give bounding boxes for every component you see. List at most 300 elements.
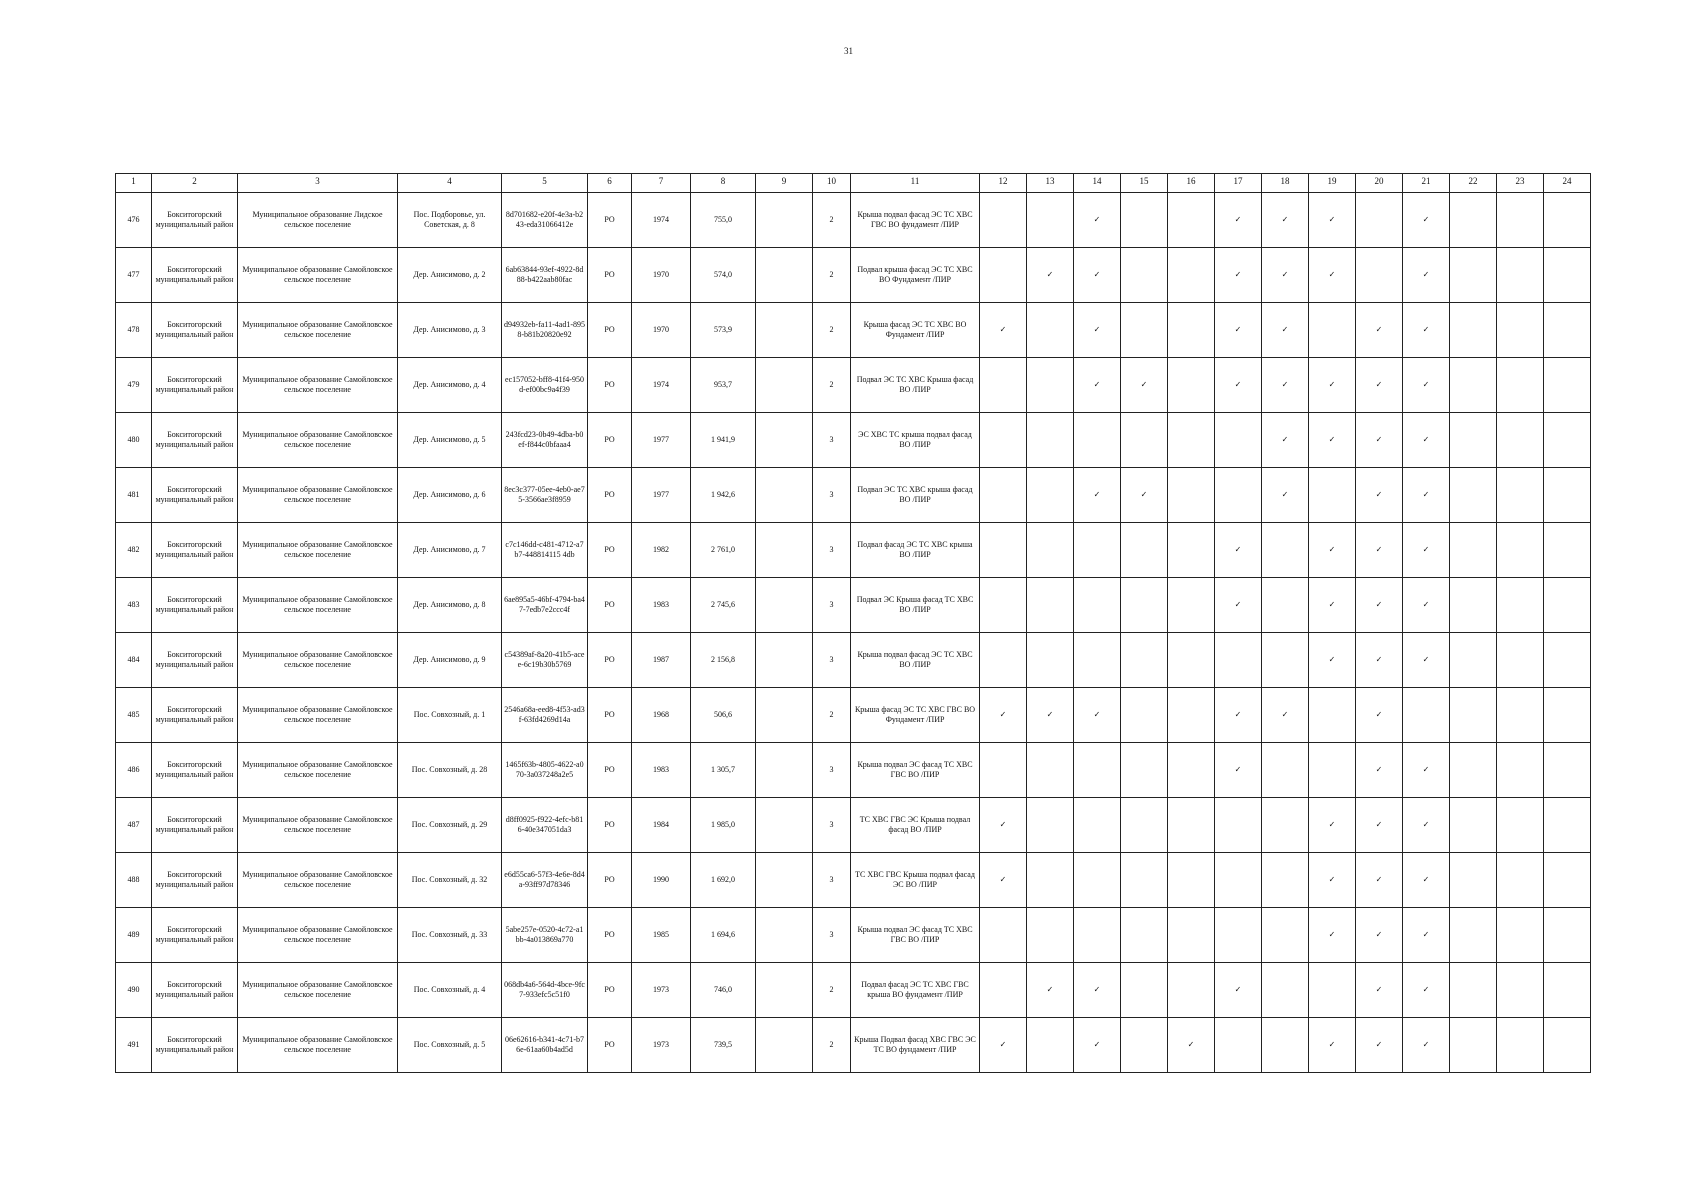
year-cell: 1970	[632, 248, 691, 303]
empty-cell	[980, 633, 1027, 688]
address-cell: Дер. Анисимово, д. 7	[398, 523, 502, 578]
column-header: 19	[1309, 174, 1356, 193]
empty-cell	[1168, 303, 1215, 358]
empty-cell	[980, 193, 1027, 248]
empty-cell	[1497, 633, 1544, 688]
empty-cell	[1168, 468, 1215, 523]
municipality-cell: Муниципальное образование Самойловское сельское поселение	[238, 468, 398, 523]
checkmark-icon: ✓	[1074, 963, 1121, 1018]
checkmark-icon: ✓	[1074, 303, 1121, 358]
row-number-cell: 486	[116, 743, 152, 798]
checkmark-icon: ✓	[1121, 358, 1168, 413]
table-row	[116, 688, 1591, 743]
empty-cell	[1027, 1018, 1074, 1073]
empty-cell	[1450, 303, 1497, 358]
column-header: 18	[1262, 174, 1309, 193]
municipality-cell: Муниципальное образование Самойловское сельское поселение	[238, 908, 398, 963]
table-row	[116, 523, 1591, 578]
row-number-cell: 476	[116, 193, 152, 248]
empty-cell	[1544, 798, 1591, 853]
empty-cell	[1450, 523, 1497, 578]
year-cell: 1990	[632, 853, 691, 908]
column-header: 13	[1027, 174, 1074, 193]
empty-cell	[1168, 688, 1215, 743]
year-cell: 1987	[632, 633, 691, 688]
empty-cell	[1121, 413, 1168, 468]
empty-cell	[1027, 578, 1074, 633]
column-header: 14	[1074, 174, 1121, 193]
checkmark-icon: ✓	[1356, 578, 1403, 633]
year-cell: 1974	[632, 358, 691, 413]
empty-cell	[1450, 358, 1497, 413]
floors-cell: 3	[813, 633, 851, 688]
checkmark-icon: ✓	[1403, 798, 1450, 853]
empty-cell	[1027, 743, 1074, 798]
empty-cell	[1450, 413, 1497, 468]
table-row	[116, 193, 1591, 248]
house-code-cell: 243fcd23-0b49-4dba-b0ef-f844c0bfaaa4	[502, 413, 588, 468]
house-code-cell: 06e62616-b341-4c71-b76e-61aa60b4ad5d	[502, 1018, 588, 1073]
floors-cell: 2	[813, 688, 851, 743]
year-cell: 1970	[632, 303, 691, 358]
checkmark-icon: ✓	[1309, 798, 1356, 853]
row-number-cell: 481	[116, 468, 152, 523]
address-cell: Дер. Анисимово, д. 8	[398, 578, 502, 633]
checkmark-icon: ✓	[1356, 633, 1403, 688]
type-cell: РО	[588, 853, 632, 908]
empty-cell	[980, 743, 1027, 798]
empty-cell	[1027, 358, 1074, 413]
works-cell: Крыша фасад ЭС ТС ХВС ВО Фундамент /ПИР	[851, 303, 980, 358]
checkmark-icon: ✓	[1403, 853, 1450, 908]
municipality-cell: Муниципальное образование Самойловское сельское поселение	[238, 853, 398, 908]
empty-cell	[1027, 633, 1074, 688]
district-cell: Бокситогорский муниципальный район	[152, 413, 238, 468]
empty-cell	[1497, 248, 1544, 303]
empty-cell	[1262, 578, 1309, 633]
empty-cell	[1027, 303, 1074, 358]
checkmark-icon: ✓	[1356, 413, 1403, 468]
column-header: 3	[238, 174, 398, 193]
empty-cell	[980, 908, 1027, 963]
register-table	[115, 173, 1591, 1073]
checkmark-icon: ✓	[1027, 963, 1074, 1018]
empty-cell	[1544, 578, 1591, 633]
address-cell: Пос. Совхозный, д. 32	[398, 853, 502, 908]
checkmark-icon: ✓	[1403, 578, 1450, 633]
house-code-cell: e6d55ca6-57f3-4e6e-8d4a-93ff97d78346	[502, 853, 588, 908]
checkmark-icon: ✓	[980, 1018, 1027, 1073]
empty-cell	[1544, 1018, 1591, 1073]
column-9-cell	[756, 248, 813, 303]
empty-cell	[1450, 908, 1497, 963]
area-cell: 739,5	[691, 1018, 756, 1073]
column-header: 1	[116, 174, 152, 193]
row-number-cell: 482	[116, 523, 152, 578]
empty-cell	[1074, 853, 1121, 908]
checkmark-icon: ✓	[1309, 358, 1356, 413]
type-cell: РО	[588, 248, 632, 303]
row-number-cell: 491	[116, 1018, 152, 1073]
house-code-cell: 1465f63b-4805-4622-a070-3a037248a2e5	[502, 743, 588, 798]
checkmark-icon: ✓	[1262, 303, 1309, 358]
works-cell: ТС ХВС ГВС ЭС Крыша подвал фасад ВО /ПИР	[851, 798, 980, 853]
column-header: 21	[1403, 174, 1450, 193]
empty-cell	[1450, 468, 1497, 523]
works-cell: ЭС ХВС ТС крыша подвал фасад ВО /ПИР	[851, 413, 980, 468]
checkmark-icon: ✓	[980, 853, 1027, 908]
checkmark-icon: ✓	[1027, 688, 1074, 743]
table-row	[116, 743, 1591, 798]
empty-cell	[1074, 743, 1121, 798]
checkmark-icon: ✓	[980, 303, 1027, 358]
empty-cell	[1544, 633, 1591, 688]
empty-cell	[1544, 688, 1591, 743]
empty-cell	[1450, 193, 1497, 248]
works-cell: Крыша подвал ЭС фасад ТС ХВС ГВС ВО /ПИР	[851, 743, 980, 798]
empty-cell	[1074, 798, 1121, 853]
empty-cell	[1121, 853, 1168, 908]
district-cell: Бокситогорский муниципальный район	[152, 358, 238, 413]
checkmark-icon: ✓	[1215, 743, 1262, 798]
empty-cell	[1497, 798, 1544, 853]
checkmark-icon: ✓	[1074, 468, 1121, 523]
address-cell: Дер. Анисимово, д. 5	[398, 413, 502, 468]
district-cell: Бокситогорский муниципальный район	[152, 303, 238, 358]
row-number-cell: 488	[116, 853, 152, 908]
row-number-cell: 480	[116, 413, 152, 468]
column-9-cell	[756, 468, 813, 523]
empty-cell	[1168, 853, 1215, 908]
address-cell: Дер. Анисимово, д. 9	[398, 633, 502, 688]
empty-cell	[1168, 743, 1215, 798]
empty-cell	[1544, 853, 1591, 908]
empty-cell	[1356, 193, 1403, 248]
address-cell: Пос. Совхозный, д. 28	[398, 743, 502, 798]
checkmark-icon: ✓	[1309, 193, 1356, 248]
empty-cell	[1497, 468, 1544, 523]
empty-cell	[1544, 468, 1591, 523]
floors-cell: 3	[813, 743, 851, 798]
empty-cell	[1262, 633, 1309, 688]
empty-cell	[1450, 248, 1497, 303]
checkmark-icon: ✓	[1403, 248, 1450, 303]
column-9-cell	[756, 743, 813, 798]
checkmark-icon: ✓	[1356, 468, 1403, 523]
type-cell: РО	[588, 523, 632, 578]
checkmark-icon: ✓	[1403, 633, 1450, 688]
column-header: 15	[1121, 174, 1168, 193]
empty-cell	[1450, 633, 1497, 688]
empty-cell	[1074, 578, 1121, 633]
empty-cell	[1027, 908, 1074, 963]
column-header: 8	[691, 174, 756, 193]
year-cell: 1982	[632, 523, 691, 578]
checkmark-icon: ✓	[1309, 908, 1356, 963]
empty-cell	[1215, 908, 1262, 963]
district-cell: Бокситогорский муниципальный район	[152, 963, 238, 1018]
address-cell: Дер. Анисимово, д. 4	[398, 358, 502, 413]
table-row	[116, 853, 1591, 908]
area-cell: 574,0	[691, 248, 756, 303]
checkmark-icon: ✓	[1403, 963, 1450, 1018]
table-row	[116, 303, 1591, 358]
checkmark-icon: ✓	[1215, 193, 1262, 248]
empty-cell	[1450, 1018, 1497, 1073]
checkmark-icon: ✓	[1356, 303, 1403, 358]
checkmark-icon: ✓	[1262, 358, 1309, 413]
type-cell: РО	[588, 633, 632, 688]
area-cell: 755,0	[691, 193, 756, 248]
checkmark-icon: ✓	[1262, 688, 1309, 743]
empty-cell	[1027, 523, 1074, 578]
works-cell: Крыша Подвал фасад ХВС ГВС ЭС ТС ВО фундамент /ПИР	[851, 1018, 980, 1073]
checkmark-icon: ✓	[1121, 468, 1168, 523]
empty-cell	[1121, 633, 1168, 688]
floors-cell: 2	[813, 193, 851, 248]
empty-cell	[980, 578, 1027, 633]
checkmark-icon: ✓	[1215, 358, 1262, 413]
checkmark-icon: ✓	[1403, 303, 1450, 358]
row-number-cell: 479	[116, 358, 152, 413]
type-cell: РО	[588, 303, 632, 358]
checkmark-icon: ✓	[1215, 303, 1262, 358]
district-cell: Бокситогорский муниципальный район	[152, 248, 238, 303]
empty-cell	[1121, 523, 1168, 578]
works-cell: ТС ХВС ГВС Крыша подвал фасад ЭС ВО /ПИР	[851, 853, 980, 908]
checkmark-icon: ✓	[1074, 193, 1121, 248]
table-row	[116, 248, 1591, 303]
house-code-cell: c7c146dd-c481-4712-a7b7-448814115 4db	[502, 523, 588, 578]
house-code-cell: d8ff0925-f922-4efc-b816-40e347051da3	[502, 798, 588, 853]
checkmark-icon: ✓	[1403, 413, 1450, 468]
district-cell: Бокситогорский муниципальный район	[152, 193, 238, 248]
type-cell: РО	[588, 743, 632, 798]
empty-cell	[1121, 578, 1168, 633]
floors-cell: 3	[813, 413, 851, 468]
checkmark-icon: ✓	[1403, 523, 1450, 578]
year-cell: 1983	[632, 578, 691, 633]
empty-cell	[1450, 798, 1497, 853]
column-header: 24	[1544, 174, 1591, 193]
checkmark-icon: ✓	[1262, 193, 1309, 248]
empty-cell	[1450, 963, 1497, 1018]
empty-cell	[1168, 908, 1215, 963]
type-cell: РО	[588, 798, 632, 853]
checkmark-icon: ✓	[1309, 523, 1356, 578]
works-cell: Подвал ЭС ТС ХВС крыша фасад ВО /ПИР	[851, 468, 980, 523]
works-cell: Подвал фасад ЭС ТС ХВС ГВС крыша ВО фундамент /ПИР	[851, 963, 980, 1018]
area-cell: 506,6	[691, 688, 756, 743]
floors-cell: 3	[813, 468, 851, 523]
checkmark-icon: ✓	[1215, 578, 1262, 633]
empty-cell	[1215, 468, 1262, 523]
empty-cell	[1121, 303, 1168, 358]
floors-cell: 2	[813, 963, 851, 1018]
house-code-cell: 5abe257e-0520-4c72-a1bb-4a013869a770	[502, 908, 588, 963]
page-number: 31	[844, 46, 853, 56]
empty-cell	[1497, 963, 1544, 1018]
empty-cell	[1168, 963, 1215, 1018]
house-code-cell: 068db4a6-564d-4bce-9fc7-933efc5c51f0	[502, 963, 588, 1018]
empty-cell	[1262, 743, 1309, 798]
works-cell: Подвал крыша фасад ЭС ТС ХВС ВО Фундамент /ПИР	[851, 248, 980, 303]
municipality-cell: Муниципальное образование Самойловское сельское поселение	[238, 523, 398, 578]
table-row	[116, 908, 1591, 963]
empty-cell	[1027, 468, 1074, 523]
checkmark-icon: ✓	[1309, 578, 1356, 633]
empty-cell	[1168, 358, 1215, 413]
column-9-cell	[756, 193, 813, 248]
row-number-cell: 477	[116, 248, 152, 303]
empty-cell	[1074, 908, 1121, 963]
empty-cell	[1168, 798, 1215, 853]
empty-cell	[1544, 193, 1591, 248]
checkmark-icon: ✓	[1356, 523, 1403, 578]
area-cell: 1 305,7	[691, 743, 756, 798]
empty-cell	[1309, 303, 1356, 358]
municipality-cell: Муниципальное образование Самойловское сельское поселение	[238, 743, 398, 798]
year-cell: 1983	[632, 743, 691, 798]
type-cell: РО	[588, 1018, 632, 1073]
year-cell: 1984	[632, 798, 691, 853]
column-9-cell	[756, 798, 813, 853]
table-row	[116, 633, 1591, 688]
type-cell: РО	[588, 688, 632, 743]
area-cell: 2 761,0	[691, 523, 756, 578]
empty-cell	[1497, 578, 1544, 633]
empty-cell	[1074, 413, 1121, 468]
works-cell: Крыша подвал фасад ЭС ТС ХВС ГВС ВО фундамент /ПИР	[851, 193, 980, 248]
empty-cell	[1544, 523, 1591, 578]
municipality-cell: Муниципальное образование Самойловское сельское поселение	[238, 798, 398, 853]
column-header: 16	[1168, 174, 1215, 193]
empty-cell	[1497, 193, 1544, 248]
empty-cell	[1262, 963, 1309, 1018]
house-code-cell: 2546a68a-eed8-4f53-ad3f-63fd4269d14a	[502, 688, 588, 743]
checkmark-icon: ✓	[1262, 248, 1309, 303]
empty-cell	[1497, 688, 1544, 743]
checkmark-icon: ✓	[1215, 688, 1262, 743]
checkmark-icon: ✓	[1356, 743, 1403, 798]
column-9-cell	[756, 523, 813, 578]
column-header: 12	[980, 174, 1027, 193]
column-header: 5	[502, 174, 588, 193]
empty-cell	[1497, 303, 1544, 358]
empty-cell	[1121, 248, 1168, 303]
checkmark-icon: ✓	[1356, 1018, 1403, 1073]
floors-cell: 3	[813, 798, 851, 853]
works-cell: Подвал фасад ЭС ТС ХВС крыша ВО /ПИР	[851, 523, 980, 578]
empty-cell	[1497, 908, 1544, 963]
column-9-cell	[756, 1018, 813, 1073]
column-header: 23	[1497, 174, 1544, 193]
year-cell: 1985	[632, 908, 691, 963]
empty-cell	[1356, 248, 1403, 303]
area-cell: 2 156,8	[691, 633, 756, 688]
checkmark-icon: ✓	[1215, 248, 1262, 303]
house-code-cell: 6ae895a5-46bf-4794-ba47-7edb7e2ccc4f	[502, 578, 588, 633]
floors-cell: 2	[813, 303, 851, 358]
column-header: 2	[152, 174, 238, 193]
empty-cell	[1544, 963, 1591, 1018]
type-cell: РО	[588, 413, 632, 468]
address-cell: Пос. Совхозный, д. 33	[398, 908, 502, 963]
empty-cell	[1121, 908, 1168, 963]
empty-cell	[1497, 413, 1544, 468]
empty-cell	[1309, 743, 1356, 798]
column-9-cell	[756, 358, 813, 413]
municipality-cell: Муниципальное образование Самойловское сельское поселение	[238, 303, 398, 358]
floors-cell: 3	[813, 523, 851, 578]
floors-cell: 2	[813, 1018, 851, 1073]
empty-cell	[1168, 523, 1215, 578]
table-row	[116, 578, 1591, 633]
empty-cell	[1262, 908, 1309, 963]
house-code-cell: 8d701682-e20f-4e3a-b243-eda31066412e	[502, 193, 588, 248]
checkmark-icon: ✓	[1356, 853, 1403, 908]
area-cell: 953,7	[691, 358, 756, 413]
empty-cell	[1121, 1018, 1168, 1073]
year-cell: 1973	[632, 1018, 691, 1073]
row-number-cell: 483	[116, 578, 152, 633]
type-cell: РО	[588, 963, 632, 1018]
empty-cell	[1309, 963, 1356, 1018]
row-number-cell: 478	[116, 303, 152, 358]
checkmark-icon: ✓	[1074, 358, 1121, 413]
column-header: 7	[632, 174, 691, 193]
area-cell: 2 745,6	[691, 578, 756, 633]
row-number-cell: 484	[116, 633, 152, 688]
empty-cell	[1027, 798, 1074, 853]
checkmark-icon: ✓	[1309, 413, 1356, 468]
column-header: 22	[1450, 174, 1497, 193]
empty-cell	[1309, 468, 1356, 523]
empty-cell	[1544, 248, 1591, 303]
type-cell: РО	[588, 193, 632, 248]
type-cell: РО	[588, 578, 632, 633]
checkmark-icon: ✓	[1356, 798, 1403, 853]
empty-cell	[980, 413, 1027, 468]
house-code-cell: c54389af-8a20-41b5-acee-6c19b30b5769	[502, 633, 588, 688]
column-9-cell	[756, 688, 813, 743]
empty-cell	[1497, 358, 1544, 413]
empty-cell	[1497, 523, 1544, 578]
checkmark-icon: ✓	[1403, 468, 1450, 523]
works-cell: Подвал ЭС ТС ХВС Крыша фасад ВО /ПИР	[851, 358, 980, 413]
year-cell: 1973	[632, 963, 691, 1018]
house-code-cell: ec157052-bff8-41f4-950d-ef00bc9a4f39	[502, 358, 588, 413]
type-cell: РО	[588, 468, 632, 523]
municipality-cell: Муниципальное образование Самойловское сельское поселение	[238, 413, 398, 468]
empty-cell	[1262, 1018, 1309, 1073]
empty-cell	[1262, 798, 1309, 853]
column-9-cell	[756, 853, 813, 908]
area-cell: 1 692,0	[691, 853, 756, 908]
empty-cell	[1544, 908, 1591, 963]
empty-cell	[1027, 413, 1074, 468]
address-cell: Пос. Совхозный, д. 4	[398, 963, 502, 1018]
checkmark-icon: ✓	[1262, 468, 1309, 523]
empty-cell	[1262, 523, 1309, 578]
empty-cell	[1027, 193, 1074, 248]
checkmark-icon: ✓	[1356, 688, 1403, 743]
empty-cell	[1168, 413, 1215, 468]
empty-cell	[1121, 193, 1168, 248]
floors-cell: 3	[813, 853, 851, 908]
area-cell: 1 985,0	[691, 798, 756, 853]
year-cell: 1977	[632, 468, 691, 523]
